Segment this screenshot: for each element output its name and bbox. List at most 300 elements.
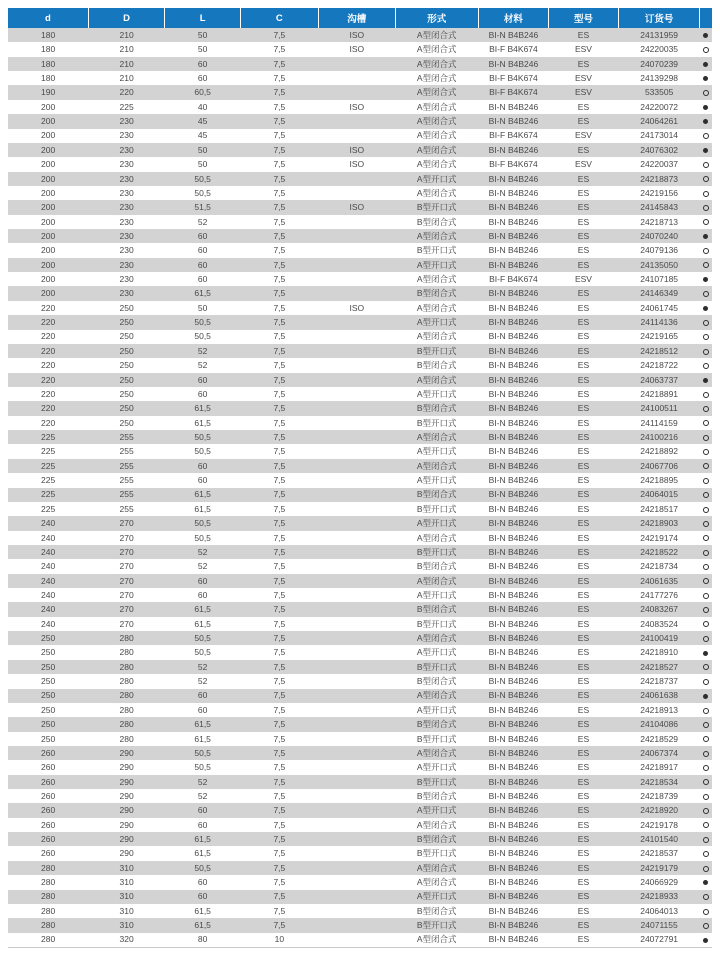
table-row xyxy=(8,703,712,717)
cell-D: 280 xyxy=(119,647,134,658)
cell-dot xyxy=(700,28,712,42)
cell-D: 230 xyxy=(88,200,165,214)
cell-groove xyxy=(318,732,395,746)
cell-form: B型开口式 xyxy=(416,733,457,744)
cell-groove xyxy=(318,602,395,616)
cell-L: 52 xyxy=(165,344,240,358)
cell-order: 24218895 xyxy=(640,475,679,486)
hollow-dot-icon xyxy=(703,535,709,541)
cell-order: 24071155 xyxy=(618,918,700,932)
cell-order: 24218512 xyxy=(618,344,700,358)
cell-order: 24218529 xyxy=(640,733,679,744)
cell-form: A型闭合式 xyxy=(395,459,478,473)
table-row xyxy=(8,746,712,760)
cell-C: 7,5 xyxy=(240,746,318,760)
cell-L: 52 xyxy=(197,216,208,227)
cell-C: 7,5 xyxy=(240,430,318,444)
filled-dot-icon xyxy=(703,880,708,885)
cell-model: ES xyxy=(549,114,619,128)
cell-C: 7,5 xyxy=(240,315,318,329)
cell-C: 7,5 xyxy=(273,503,286,514)
cell-material: BI-F B4K674 xyxy=(489,274,538,285)
cell-dot xyxy=(700,703,712,717)
cell-D: 230 xyxy=(88,114,165,128)
cell-D: 270 xyxy=(88,574,165,588)
cell-dot xyxy=(700,875,712,889)
cell-C: 7,5 xyxy=(273,762,286,773)
cell-dot xyxy=(700,172,712,186)
table-row xyxy=(8,760,712,774)
cell-order: 24079136 xyxy=(640,245,679,256)
cell-form: B型闭合式 xyxy=(395,832,478,846)
cell-order: 24070240 xyxy=(618,229,700,243)
cell-d: 220 xyxy=(8,315,88,329)
table-row xyxy=(8,516,712,530)
cell-model: ES xyxy=(549,286,619,300)
cell-order: 24061635 xyxy=(618,574,700,588)
hollow-dot-icon xyxy=(703,463,709,469)
table-row xyxy=(8,85,712,99)
cell-dot xyxy=(700,71,712,85)
cell-groove xyxy=(318,803,395,817)
cell-dot xyxy=(700,732,712,746)
cell-L: 60 xyxy=(197,388,208,399)
cell-L: 61,5 xyxy=(194,417,211,428)
cell-groove xyxy=(318,488,395,502)
cell-form: A型闭合式 xyxy=(416,877,457,888)
cell-D: 230 xyxy=(119,159,134,170)
cell-D: 280 xyxy=(119,733,134,744)
table-row xyxy=(8,71,712,85)
cell-material: BI-N B4B246 xyxy=(478,172,548,186)
cell-material: BI-N B4B246 xyxy=(488,187,539,198)
cell-form: A型闭合式 xyxy=(416,159,457,170)
cell-material: BI-N B4B246 xyxy=(478,114,548,128)
cell-form: B型闭合式 xyxy=(416,360,457,371)
table-row xyxy=(8,890,712,904)
cell-d: 200 xyxy=(8,143,88,157)
cell-form: A型闭合式 xyxy=(416,819,457,830)
cell-L: 61,5 xyxy=(194,618,211,629)
cell-D: 255 xyxy=(119,503,134,514)
cell-model: ES xyxy=(577,532,590,543)
hollow-dot-icon xyxy=(703,550,709,556)
cell-D: 230 xyxy=(119,187,134,198)
cell-material: BI-N B4B246 xyxy=(488,360,539,371)
table-row xyxy=(8,430,712,444)
cell-dot xyxy=(700,803,712,817)
cell-form: B型开口式 xyxy=(395,344,478,358)
cell-model: ES xyxy=(549,803,619,817)
cell-C: 7,5 xyxy=(240,85,318,99)
filled-dot-icon xyxy=(703,33,708,38)
cell-order: 533505 xyxy=(618,85,700,99)
cell-dot xyxy=(700,143,712,157)
cell-model: ES xyxy=(577,388,590,399)
cell-form: A型开口式 xyxy=(416,647,457,658)
cell-d: 180 xyxy=(8,28,88,42)
cell-C: 7,5 xyxy=(273,790,286,801)
cell-model: ES xyxy=(577,446,590,457)
cell-form: A型闭合式 xyxy=(416,101,457,112)
cell-d: 240 xyxy=(41,589,56,600)
cell-material: BI-N B4B246 xyxy=(488,934,539,945)
cell-d: 200 xyxy=(8,229,88,243)
cell-C: 7,5 xyxy=(240,229,318,243)
cell-form: B型开口式 xyxy=(395,660,478,674)
hollow-dot-icon xyxy=(703,521,709,527)
cell-d: 250 xyxy=(8,717,88,731)
cell-model: ES xyxy=(549,602,619,616)
cell-form: A型开口式 xyxy=(416,762,457,773)
cell-C: 7,5 xyxy=(240,631,318,645)
filled-dot-icon xyxy=(703,938,708,943)
cell-L: 52 xyxy=(197,561,208,572)
cell-groove xyxy=(318,129,395,143)
cell-C: 7,5 xyxy=(240,918,318,932)
cell-dot xyxy=(700,129,712,143)
hollow-dot-icon xyxy=(703,320,709,326)
table-row xyxy=(8,416,712,430)
hollow-dot-icon xyxy=(703,334,709,340)
cell-material: BI-N B4B246 xyxy=(478,459,548,473)
cell-d: 260 xyxy=(8,832,88,846)
cell-model: ES xyxy=(577,216,590,227)
cell-groove: ISO xyxy=(318,200,395,214)
cell-material: BI-N B4B246 xyxy=(488,704,539,715)
table-row xyxy=(8,459,712,473)
hollow-dot-icon xyxy=(703,205,709,211)
cell-order: 24219179 xyxy=(618,861,700,875)
column-header-form: 形式 xyxy=(395,8,478,28)
cell-material: BI-N B4B246 xyxy=(478,401,548,415)
cell-D: 210 xyxy=(88,57,165,71)
cell-D: 310 xyxy=(88,861,165,875)
cell-L: 60 xyxy=(165,574,240,588)
cell-form: A型闭合式 xyxy=(416,274,457,285)
cell-groove xyxy=(318,330,395,344)
table-row xyxy=(8,602,712,616)
cell-d: 250 xyxy=(8,631,88,645)
cell-form: B型闭合式 xyxy=(395,488,478,502)
cell-C: 7,5 xyxy=(240,775,318,789)
cell-order: 24218737 xyxy=(640,676,679,687)
table-row xyxy=(8,689,712,703)
cell-order: 24104086 xyxy=(618,717,700,731)
cell-groove xyxy=(318,689,395,703)
cell-form: B型闭合式 xyxy=(416,216,457,227)
cell-C: 7,5 xyxy=(273,130,286,141)
cell-material: BI-N B4B246 xyxy=(478,315,548,329)
cell-dot xyxy=(700,301,712,315)
cell-material: BI-N B4B246 xyxy=(478,803,548,817)
table-row xyxy=(8,861,712,875)
cell-d: 240 xyxy=(8,545,88,559)
cell-form: B型闭合式 xyxy=(416,905,457,916)
column-header-d: d xyxy=(8,8,88,28)
cell-order: 24218739 xyxy=(640,790,679,801)
cell-C: 7,5 xyxy=(240,689,318,703)
cell-form: A型开口式 xyxy=(395,890,478,904)
cell-L: 61,5 xyxy=(165,286,240,300)
cell-form: A型闭合式 xyxy=(416,187,457,198)
header-row xyxy=(8,8,712,28)
cell-groove xyxy=(318,71,395,85)
cell-order: 24063737 xyxy=(618,373,700,387)
cell-d: 240 xyxy=(8,574,88,588)
cell-model: ESV xyxy=(549,85,619,99)
cell-groove xyxy=(318,85,395,99)
cell-D: 230 xyxy=(88,229,165,243)
cell-L: 50,5 xyxy=(165,631,240,645)
cell-L: 60 xyxy=(165,803,240,817)
cell-order: 24100216 xyxy=(618,430,700,444)
cell-groove xyxy=(318,861,395,875)
table-row xyxy=(8,57,712,71)
hollow-dot-icon xyxy=(703,794,709,800)
hollow-dot-icon xyxy=(703,47,709,53)
cell-dot xyxy=(700,588,712,602)
cell-dot xyxy=(700,918,712,932)
cell-dot xyxy=(700,574,712,588)
cell-form: B型闭合式 xyxy=(416,676,457,687)
cell-form: A型闭合式 xyxy=(395,631,478,645)
cell-dot xyxy=(700,488,712,502)
cell-groove xyxy=(318,387,395,401)
cell-material: BI-N B4B246 xyxy=(488,532,539,543)
cell-model: ESV xyxy=(574,159,592,170)
cell-d: 180 xyxy=(41,73,56,83)
cell-model: ES xyxy=(549,689,619,703)
cell-form: B型开口式 xyxy=(395,545,478,559)
cell-L: 60 xyxy=(197,819,208,830)
table-row xyxy=(8,818,712,832)
cell-model: ES xyxy=(577,905,590,916)
cell-d: 260 xyxy=(8,775,88,789)
cell-D: 230 xyxy=(119,274,134,285)
cell-L: 61,5 xyxy=(194,733,211,744)
cell-form: A型开口式 xyxy=(416,589,457,600)
cell-C: 7,5 xyxy=(273,388,286,399)
cell-C: 7,5 xyxy=(273,676,286,687)
table-row xyxy=(8,330,712,344)
cell-groove xyxy=(318,459,395,473)
cell-D: 290 xyxy=(119,790,134,801)
cell-d: 260 xyxy=(41,819,56,830)
cell-material: BI-N B4B246 xyxy=(478,258,548,272)
cell-d: 200 xyxy=(41,274,56,285)
cell-order: 24114159 xyxy=(640,417,678,428)
cell-L: 61,5 xyxy=(165,832,240,846)
table-row xyxy=(8,473,712,487)
cell-dot xyxy=(700,746,712,760)
cell-order: 24218734 xyxy=(640,561,679,572)
table-row xyxy=(8,444,712,458)
cell-C: 7,5 xyxy=(273,905,286,916)
cell-D: 270 xyxy=(119,618,134,629)
cell-C: 7,5 xyxy=(240,861,318,875)
cell-D: 230 xyxy=(88,286,165,300)
cell-form: A型开口式 xyxy=(416,446,457,457)
cell-form: A型闭合式 xyxy=(416,934,457,945)
cell-d: 250 xyxy=(8,689,88,703)
cell-groove xyxy=(318,588,395,602)
table-row xyxy=(8,373,712,387)
cell-model: ES xyxy=(549,832,619,846)
cell-L: 52 xyxy=(197,676,208,687)
cell-D: 290 xyxy=(88,803,165,817)
hollow-dot-icon xyxy=(703,593,709,599)
cell-order: 24114136 xyxy=(618,315,700,329)
cell-order: 24076302 xyxy=(618,143,700,157)
cell-d: 225 xyxy=(41,446,56,457)
cell-model: ES xyxy=(577,360,590,371)
cell-d: 240 xyxy=(41,561,56,572)
table-row xyxy=(8,401,712,415)
cell-L: 61,5 xyxy=(194,905,211,916)
cell-order: 24064261 xyxy=(618,114,700,128)
cell-L: 50 xyxy=(165,28,240,42)
cell-L: 61,5 xyxy=(165,918,240,932)
hollow-dot-icon xyxy=(703,923,709,929)
cell-groove xyxy=(318,531,395,545)
cell-material: BI-F B4K674 xyxy=(489,73,538,83)
cell-dot xyxy=(700,617,712,631)
cell-D: 250 xyxy=(88,344,165,358)
cell-material: BI-N B4B246 xyxy=(488,877,539,888)
cell-D: 250 xyxy=(119,360,134,371)
cell-groove xyxy=(318,631,395,645)
cell-order: 24083267 xyxy=(618,602,700,616)
cell-form: A型开口式 xyxy=(395,516,478,530)
cell-material: BI-N B4B246 xyxy=(478,775,548,789)
table-row xyxy=(8,660,712,674)
cell-L: 50,5 xyxy=(194,446,211,457)
hollow-dot-icon xyxy=(703,894,709,900)
cell-dot xyxy=(700,531,712,545)
cell-dot xyxy=(700,85,712,99)
cell-groove xyxy=(318,373,395,387)
cell-D: 230 xyxy=(88,258,165,272)
cell-order: 24218913 xyxy=(640,704,679,715)
cell-C: 7,5 xyxy=(273,532,286,543)
cell-model: ES xyxy=(549,775,619,789)
table-row xyxy=(8,114,712,128)
cell-d: 250 xyxy=(8,660,88,674)
cell-dot xyxy=(700,832,712,846)
cell-material: BI-N B4B246 xyxy=(478,430,548,444)
hollow-dot-icon xyxy=(703,679,709,685)
cell-L: 60 xyxy=(165,689,240,703)
cell-C: 7,5 xyxy=(240,459,318,473)
filled-dot-icon xyxy=(703,119,708,124)
cell-dot xyxy=(700,760,712,774)
cell-d: 200 xyxy=(41,130,56,141)
cell-dot xyxy=(700,315,712,329)
cell-material: BI-N B4B246 xyxy=(488,733,539,744)
cell-model: ES xyxy=(549,631,619,645)
hollow-dot-icon xyxy=(703,406,709,412)
cell-L: 50 xyxy=(197,44,208,55)
cell-L: 45 xyxy=(165,114,240,128)
cell-groove xyxy=(318,172,395,186)
cell-d: 260 xyxy=(41,848,56,859)
cell-C: 7,5 xyxy=(273,73,286,83)
cell-C: 7,5 xyxy=(240,832,318,846)
cell-groove xyxy=(318,344,395,358)
cell-dot xyxy=(700,559,712,573)
table-row xyxy=(8,157,712,171)
cell-d: 200 xyxy=(8,258,88,272)
column-header-D: D xyxy=(88,8,165,28)
cell-model: ES xyxy=(577,733,590,744)
cell-model: ES xyxy=(549,717,619,731)
cell-dot xyxy=(700,789,712,803)
cell-L: 61,5 xyxy=(165,602,240,616)
hollow-dot-icon xyxy=(703,837,709,843)
hollow-dot-icon xyxy=(703,751,709,757)
cell-D: 250 xyxy=(88,315,165,329)
table-row xyxy=(8,186,712,200)
cell-d: 225 xyxy=(8,459,88,473)
cell-groove: ISO xyxy=(349,44,365,55)
cell-model: ES xyxy=(577,704,590,715)
cell-model: ES xyxy=(549,344,619,358)
cell-D: 280 xyxy=(88,689,165,703)
cell-material: BI-N B4B246 xyxy=(478,689,548,703)
cell-groove: ISO xyxy=(318,143,395,157)
cell-C: 7,5 xyxy=(240,172,318,186)
cell-groove xyxy=(318,215,395,229)
cell-order: 24067374 xyxy=(618,746,700,760)
hollow-dot-icon xyxy=(703,248,709,254)
table-row xyxy=(8,286,712,300)
cell-order: 24131959 xyxy=(618,28,700,42)
cell-C: 7,5 xyxy=(273,216,286,227)
cell-material: BI-N B4B246 xyxy=(488,618,539,629)
hollow-dot-icon xyxy=(703,909,709,915)
cell-groove xyxy=(318,775,395,789)
table-row xyxy=(8,904,712,918)
cell-D: 310 xyxy=(88,890,165,904)
cell-dot xyxy=(700,401,712,415)
cell-dot xyxy=(700,373,712,387)
cell-groove xyxy=(318,890,395,904)
cell-C: 7,5 xyxy=(273,360,286,371)
cell-groove xyxy=(318,875,395,889)
cell-d: 250 xyxy=(41,676,56,687)
cell-dot xyxy=(700,473,712,487)
cell-L: 50,5 xyxy=(165,516,240,530)
cell-order: 24146349 xyxy=(618,286,700,300)
cell-dot xyxy=(700,516,712,530)
cell-model: ES xyxy=(577,848,590,859)
column-header-material: 材料 xyxy=(478,8,548,28)
cell-L: 52 xyxy=(165,545,240,559)
cell-C: 7,5 xyxy=(240,488,318,502)
cell-dot xyxy=(700,502,712,516)
cell-L: 60 xyxy=(197,274,208,285)
cell-groove xyxy=(318,545,395,559)
cell-C: 7,5 xyxy=(273,274,286,285)
cell-groove xyxy=(318,617,395,631)
cell-L: 52 xyxy=(197,360,208,371)
cell-L: 50,5 xyxy=(194,331,211,342)
table-row xyxy=(8,789,712,803)
cell-d: 225 xyxy=(41,475,56,486)
cell-D: 310 xyxy=(88,918,165,932)
cell-D: 250 xyxy=(119,388,134,399)
